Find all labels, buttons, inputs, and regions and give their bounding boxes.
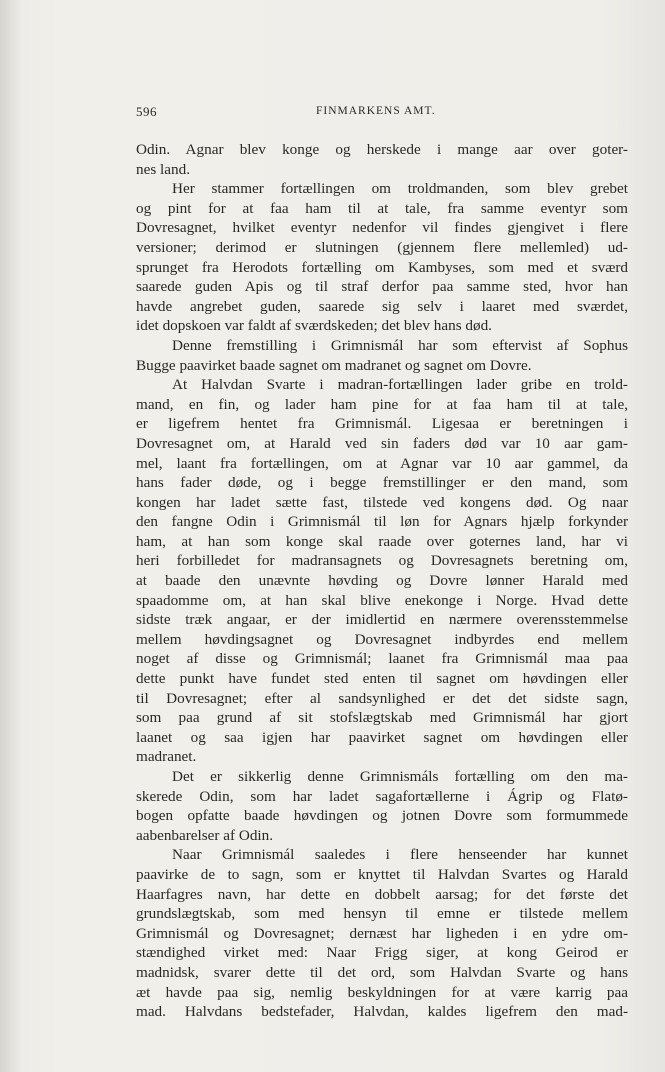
text-line: At Halvdan Svarte i madran-fortællingen lader gribe en trold- (172, 376, 628, 394)
text-line: idet dopskoen var faldt af sværdskeden; det blev hans død. (136, 317, 492, 335)
text-line: havde angrebet guden, saarede sig selv i laaret med sværdet, (136, 297, 628, 315)
text-line: mand, en fin, og lader ham pine for at faa ham til at tale, (136, 395, 628, 413)
text-line: Det er sikkerlig denne Grimnismáls fortælling om den ma- (172, 768, 628, 785)
text-line: aabenbarelser af Odin. (136, 826, 274, 844)
text-line: skerede Odin, som har ladet sagafortællerne i Ágrip og Flatø- (136, 787, 628, 805)
page-number: 596 (136, 104, 157, 119)
text-line: stændighed virket med: Naar Frigg siger, at kong Geirod er (136, 944, 628, 962)
text-line: laanet og saa igjen har paavirket sagnet om høvdingen eller (136, 728, 628, 746)
text-line: Denne fremstilling i Grimnismál har som eftervist af Sophus (172, 336, 628, 354)
text-line: versioner; derimod er slutningen (gjennem flere mellemled) ud- (136, 238, 628, 256)
text-line: Dovresagnet om, at Harald ved sin faders død var 10 aar gam- (136, 434, 628, 452)
text-line: nes land. (136, 160, 190, 178)
text-line: saarede guden Apis og til straf derfor paa samme sted, hvor han (136, 278, 628, 296)
text-line: Naar Grimnismál saaledes i flere henseender har kunnet (172, 846, 628, 864)
text-line: mad. Halvdans bedstefader, Halvdan, kaldes ligefrem den mad- (136, 1003, 628, 1021)
text-line: Bugge paavirket baade sagnet om madranet og sagnet om Dovre. (136, 356, 532, 374)
text-line: madranet. (136, 748, 197, 766)
text-line: sidste træk angaar, er der imidlertid en nærmere overensstemmelse (136, 611, 628, 629)
text-line: sprunget fra Herodots fortælling om Kambyses, som med et sværd (136, 258, 628, 276)
text-line: Dovresagnet, hvilket eventyr nedenfor vil findes gjengivet i flere (136, 219, 628, 237)
text-line: den fangne Odin i Grimnismál til løn for Agnars hjælp forkynder (136, 513, 628, 531)
text-line: bogen opfatte baade høvdingen og jotnen Dovre som formummede (136, 807, 628, 825)
text-line: hans fader døde, og i begge fremstillinger er den mand, som (136, 474, 628, 492)
text-line: Grimnismál og Dovresagnet; dernæst har ligheden i en ydre om- (136, 924, 628, 942)
text-line: dette punkt have fundet sted enten til sagnet om høvdingen eller (136, 670, 628, 688)
text-line: Odin. Agnar blev konge og herskede i mange aar over goter- (136, 141, 628, 158)
running-head: FINMARKENS AMT. (316, 105, 436, 117)
text-line: er ligefrem hentet fra Grimnismál. Ligesaa er beretningen i (136, 415, 628, 433)
text-line: som paa grund af sit stofslægtskab med Grimnismál har gjort (136, 709, 628, 727)
text-line: Her stammer fortællingen om troldmanden, som blev grebet (172, 180, 628, 198)
text-line: paavirke de to sagn, som er knyttet til Halvdan Svartes og Harald (136, 865, 628, 883)
text-line: madnidsk, svarer dette til det ord, som Halvdan Svarte og hans (136, 963, 628, 981)
text-line: og pint for at faa ham til at tale, fra samme eventyr som (136, 199, 628, 217)
text-line: Haarfagres navn, har dette en dobbelt aarsag; for det første det (136, 885, 628, 903)
text-line: til Dovresagnet; efter al sandsynlighed er det det sidste sagn, (136, 689, 628, 707)
text-line: at baade den unævnte høvding og Dovre lønner Harald med (136, 572, 628, 590)
body-text (136, 140, 628, 1022)
text-line: ham, at han som konge skal raade over goternes land, har vi (136, 532, 628, 550)
text-line: spaadomme om, at han skal blive enekonge i Norge. Hvad dette (136, 591, 628, 609)
page-header (136, 104, 628, 124)
text-line: noget af disse og Grimnismál; laanet fra Grimnismál maa paa (136, 650, 628, 668)
text-line: æt havde paa sig, nemlig beskyldningen for at være karrig paa (136, 983, 628, 1001)
text-line: heri forbilledet for madransagnets og Dovresagnets beretning om, (136, 552, 628, 570)
text-line: mellem høvdingsagnet og Dovresagnet indbyrdes end mellem (136, 630, 628, 648)
text-line: mel, laant fra fortællingen, om at Agnar var 10 aar gammel, da (136, 454, 628, 472)
text-line: grundslægtskab, som med hensyn til emne er tilstede mellem (136, 905, 628, 923)
text-line: kongen har ladet sætte fast, tilstede ved kongens død. Og naar (136, 493, 628, 511)
